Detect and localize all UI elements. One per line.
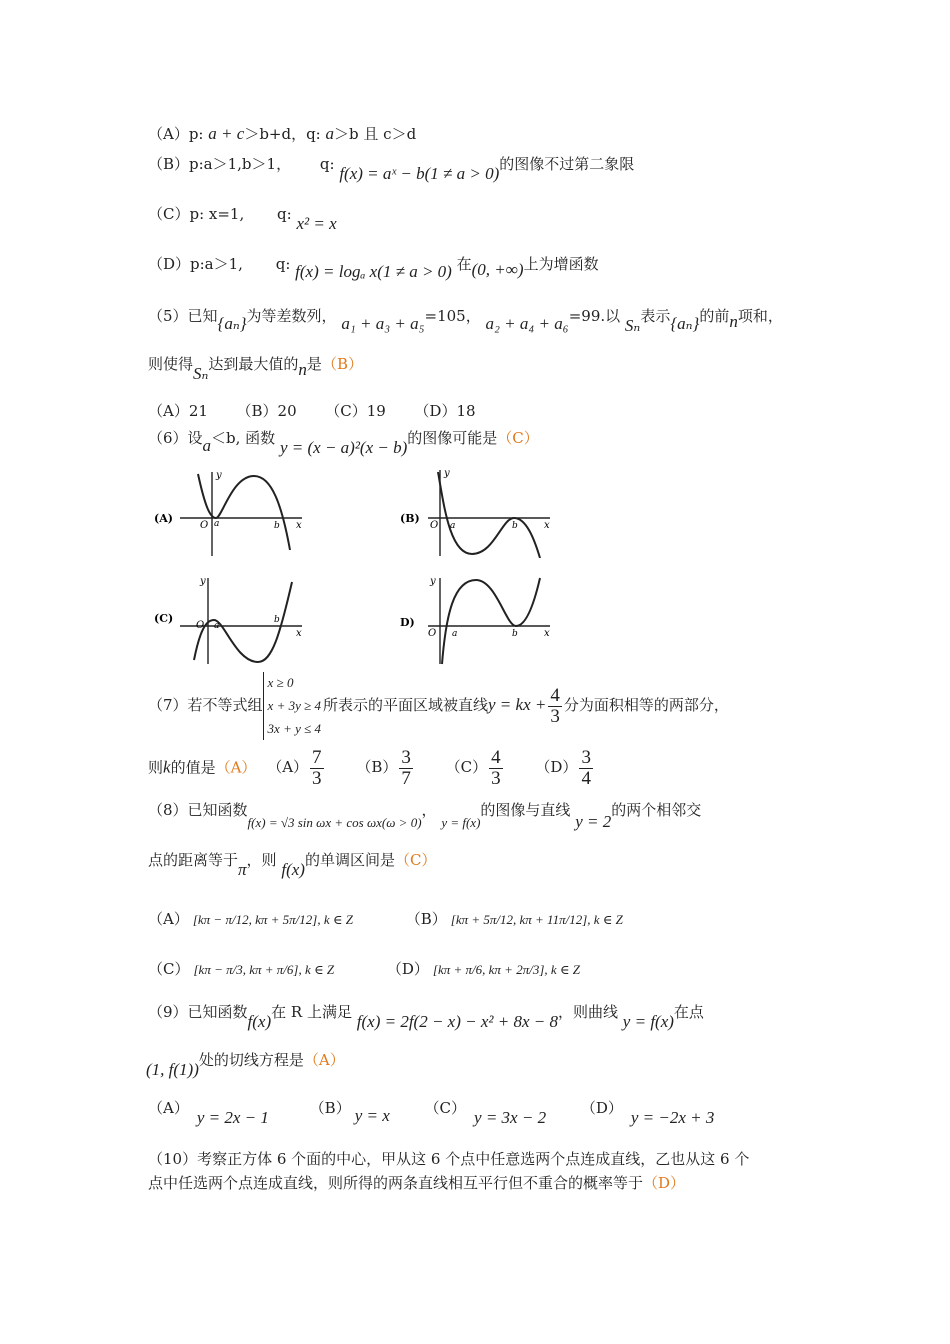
q6-stem: （6）设a＜b, 函数 y = (x − a)²(x − b)的图像可能是（C） [148, 429, 539, 457]
svg-text:x: x [544, 520, 550, 531]
svg-text:b: b [512, 521, 518, 531]
graph-a-label: (A) [154, 512, 173, 525]
q8-stem-line2: 点的距离等于π，则 f(x)的单调区间是（C） [148, 851, 437, 879]
svg-text:y: y [200, 576, 206, 587]
q5-stem-line2: 则使得Sₙ达到最大值的n是（B） [148, 355, 363, 383]
graph-d-label: D) [400, 616, 415, 629]
q5-options: （A）21 （B）20 （C）19 （D）18 [148, 402, 476, 420]
q9-stem-line1: （9）已知函数f(x)在 R 上满足 f(x) = 2f(2 − x) − x² + 8x − 8，则曲线 y = f(x)在点 [148, 1003, 704, 1031]
svg-text:x: x [544, 628, 550, 639]
q4-option-b: （B）p:a＞1,b＞1， q: f(x) = aˣ − b(1 ≠ a > 0)的图像不过第二象限 [148, 155, 635, 183]
q7-stem-line2: 则k的值是（A） （A） $\frac{7}{3}$ （B） $\frac{3}{7}$ （C） $\frac{4}{3}$ （D） $\frac{3}{4}$ [148, 747, 591, 789]
svg-text:y: y [216, 470, 222, 481]
q5-answer: （B） [321, 355, 363, 373]
svg-text:b: b [274, 521, 280, 531]
svg-text:a: a [214, 621, 220, 631]
svg-text:y: y [430, 576, 436, 587]
q10-answer: （D） [643, 1174, 686, 1192]
svg-text:O: O [200, 520, 209, 531]
svg-text:a: a [452, 629, 458, 639]
graph-c-label: (C) [154, 612, 174, 625]
graph-a [150, 466, 310, 558]
q10-stem-line1: （10）考察正方体 6 个面的中心，甲从这 6 个点中任意选两个点连成直线，乙也从这 6 个 [148, 1150, 750, 1168]
graph-b [398, 466, 558, 558]
graph-d [398, 574, 558, 666]
svg-text:a: a [450, 521, 456, 531]
svg-text:y: y [444, 468, 450, 479]
q4-option-d: （D）p:a＞1, q: f(x) = logₐ x(1 ≠ a > 0) 在(0, +∞)上为增函数 [148, 255, 599, 281]
q8-options-cd: （C） [kπ − π/3, kπ + π/6], k ∈ Z （D） [kπ + π/6, kπ + 2π/3], k ∈ Z [148, 960, 581, 978]
q9-answer: （A） [303, 1051, 345, 1069]
q4-option-c: （C）p: x=1, q: x² = x [148, 205, 337, 233]
svg-text:b: b [512, 629, 518, 639]
q9-stem-line2: (1, f(1))处的切线方程是（A） [146, 1051, 345, 1079]
svg-text:x: x [296, 628, 302, 639]
svg-text:b: b [274, 615, 280, 625]
q7-inequality-system: x ≥ 0 x + 3y ≥ 4 3x + y ≤ 4 [263, 672, 321, 740]
q8-options-ab: （A） [kπ − π/12, kπ + 5π/12], k ∈ Z （B） [kπ + 5π/12, kπ + 11π/12], k ∈ Z [148, 910, 623, 928]
q7-answer: （A） [215, 758, 257, 777]
q10-stem-line2: 点中任选两个点连成直线，则所得的两条直线相互平行但不重合的概率等于（D） [148, 1174, 686, 1192]
q8-answer: （C） [394, 851, 437, 869]
q4-option-a: （A）p: a + c＞b+d，q: a＞b 且 c＞d [148, 124, 417, 143]
svg-text:O: O [428, 628, 437, 639]
q8-stem-line1: （8）已知函数f(x) = √3 sin ωx + cos ωx(ω > 0)， y = f(x)的图像与直线 y = 2的两个相邻交 [148, 801, 702, 831]
q7-stem-line1: （7）若不等式组 x ≥ 0 x + 3y ≥ 4 3x + y ≤ 4 所表示的平面区域被直线y = kx + $\frac{4}{3}$ 分为面积相等的两部分， [148, 672, 729, 740]
svg-text:a: a [214, 519, 220, 529]
graph-c [150, 574, 310, 666]
q9-options: （A） y = 2x − 1 （B） y = x （C） y = 3x − 2 （D） y = −2x + 3 [148, 1099, 715, 1127]
q7-line-fraction: $\frac{4}{3}$ [550, 684, 560, 727]
svg-text:O: O [196, 620, 205, 631]
graph-b-label: (B) [400, 512, 420, 525]
svg-text:O: O [430, 520, 439, 531]
svg-text:x: x [296, 520, 302, 531]
q5-stem-line1: （5）已知{aₙ}为等差数列， a₁ + a₃ + a₅=105， a₂ + a₄ + a₆=99.以 Sₙ表示{aₙ}的前n项和， [148, 307, 783, 335]
q6-answer: （C） [497, 429, 539, 447]
